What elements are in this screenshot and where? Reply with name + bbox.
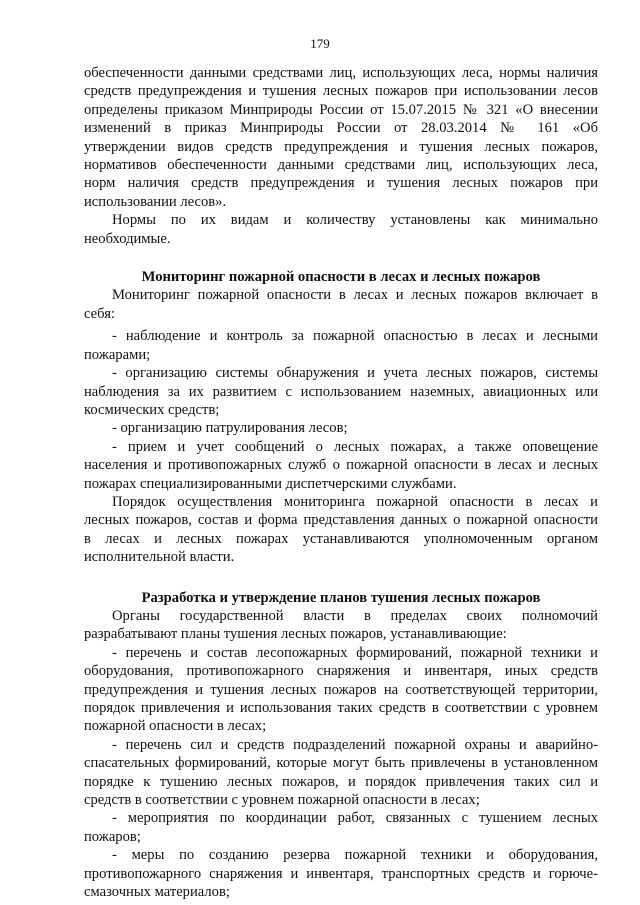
text-line: - меры по созданию резерва пожарной техники и оборудования, [112,847,598,864]
paragraph-monitoring-procedure [84,493,598,567]
text-line: определены приказом Минприроды России от 15.07.2015 № 321 «О внесении [84,101,598,118]
text-line: Органы государственной власти в пределах своих полномочий [112,607,598,624]
text-line: Порядок осуществления мониторинга пожарной опасности в лесах и [112,493,598,510]
list-item [84,438,598,493]
text-line: пожарами; [84,346,151,363]
list-item [84,644,598,736]
text-line: Мониторинг пожарной опасности в лесах и лесных пожаров включает в [112,287,598,304]
text-line: - перечень и состав лесопожарных формирований, пожарной техники и [112,644,598,661]
document-body [84,64,598,901]
text-line: средств в соответствии с уровнем пожарной опасности в лесах; [84,792,480,809]
text-line: смазочных материалов; [84,884,230,901]
list-item [84,419,598,437]
text-line: порядке к тушению лесных пожаров, и порядок привлечения таких сил и [84,773,598,790]
text-line: - организацию системы обнаружения и учета лесных пожаров, системы [112,365,598,382]
text-line: наблюдения за их развитием с использованием наземных, авиационных или [84,383,598,400]
list-item [84,809,598,846]
text-line: - мероприятия по координации работ, связанных с тушением лесных [112,810,598,827]
page-number: 179 [310,36,330,51]
section-heading-plans: Разработка и утверждение планов тушения лесных пожаров [141,589,541,606]
text-line: - организацию патрулирования лесов; [112,420,348,437]
text-line: средств предупреждения и тушения лесных пожаров при использовании лесов [84,83,598,100]
text-line: космических средств; [84,401,220,418]
text-line: - наблюдение и контроль за пожарной опасностью в лесах и лесными [112,328,598,345]
paragraph-plans-intro [84,607,598,644]
list-item [84,846,598,901]
text-line: разрабатывают планы тушения лесных пожаров, устанавливающие: [84,626,507,643]
text-line: утверждении видов средств предупреждения и тушения лесных пожаров, [84,138,598,155]
text-line: населения и противопожарных служб о пожарной опасности в лесах и лесных [84,457,598,474]
text-line: - перечень сил и средств подразделений пожарной охраны и аварийно- [112,736,598,753]
text-line: норм наличия средств предупреждения и тушения лесных пожаров при [84,175,598,192]
text-line: пожарной опасности в лесах; [84,718,267,735]
list-item [84,736,598,810]
paragraph-norms [84,211,598,248]
section-heading-monitoring: Мониторинг пожарной опасности в лесах и лесных пожаров [141,269,541,286]
text-line: изменений в приказ Минприроды России от 28.03.2014 № 161 «Об [84,120,598,137]
text-line: необходимые. [84,230,171,247]
text-line: оборудования, противопожарного снаряжения и инвентаря, иных средств [84,663,598,680]
list-item [84,364,598,419]
text-line: - прием и учет сообщений о лесных пожарах, а также оповещение [112,438,598,455]
text-line: Нормы по их видам и количеству установлены как минимально [112,212,598,229]
text-line: лесных пожаров, состав и форма представления данных о пожарной опасности [84,512,598,529]
text-line: пожарах специализированными диспетчерскими службами. [84,475,457,492]
list-item [84,327,598,364]
text-line: использовании лесов». [84,193,227,210]
text-line: противопожарного снаряжения и инвентаря, транспортных средств и горюче- [84,865,598,882]
text-line: нормативов обеспеченности данными средствами лиц, использующих леса, [84,157,598,174]
text-line: в лесах и лесных пожарах устанавливаются уполномоченным органом [84,530,598,547]
paragraph-monitoring-intro [84,286,598,323]
text-line: обеспеченности данными средствами лиц, использующих леса, нормы наличия [84,65,598,81]
text-line: порядок привлечения и использования таких средств в соответствии с уровнем [84,700,598,716]
text-line: исполнительной власти. [84,549,235,566]
text-line: спасательных формирований, которые могут быть привлечены в установленном [84,755,598,772]
text-line: пожаров; [84,828,141,845]
text-line: себя: [84,305,115,322]
text-line: предупреждения и тушения лесных пожаров на соответствующей территории, [84,681,598,698]
paragraph-order-reference [84,64,598,211]
